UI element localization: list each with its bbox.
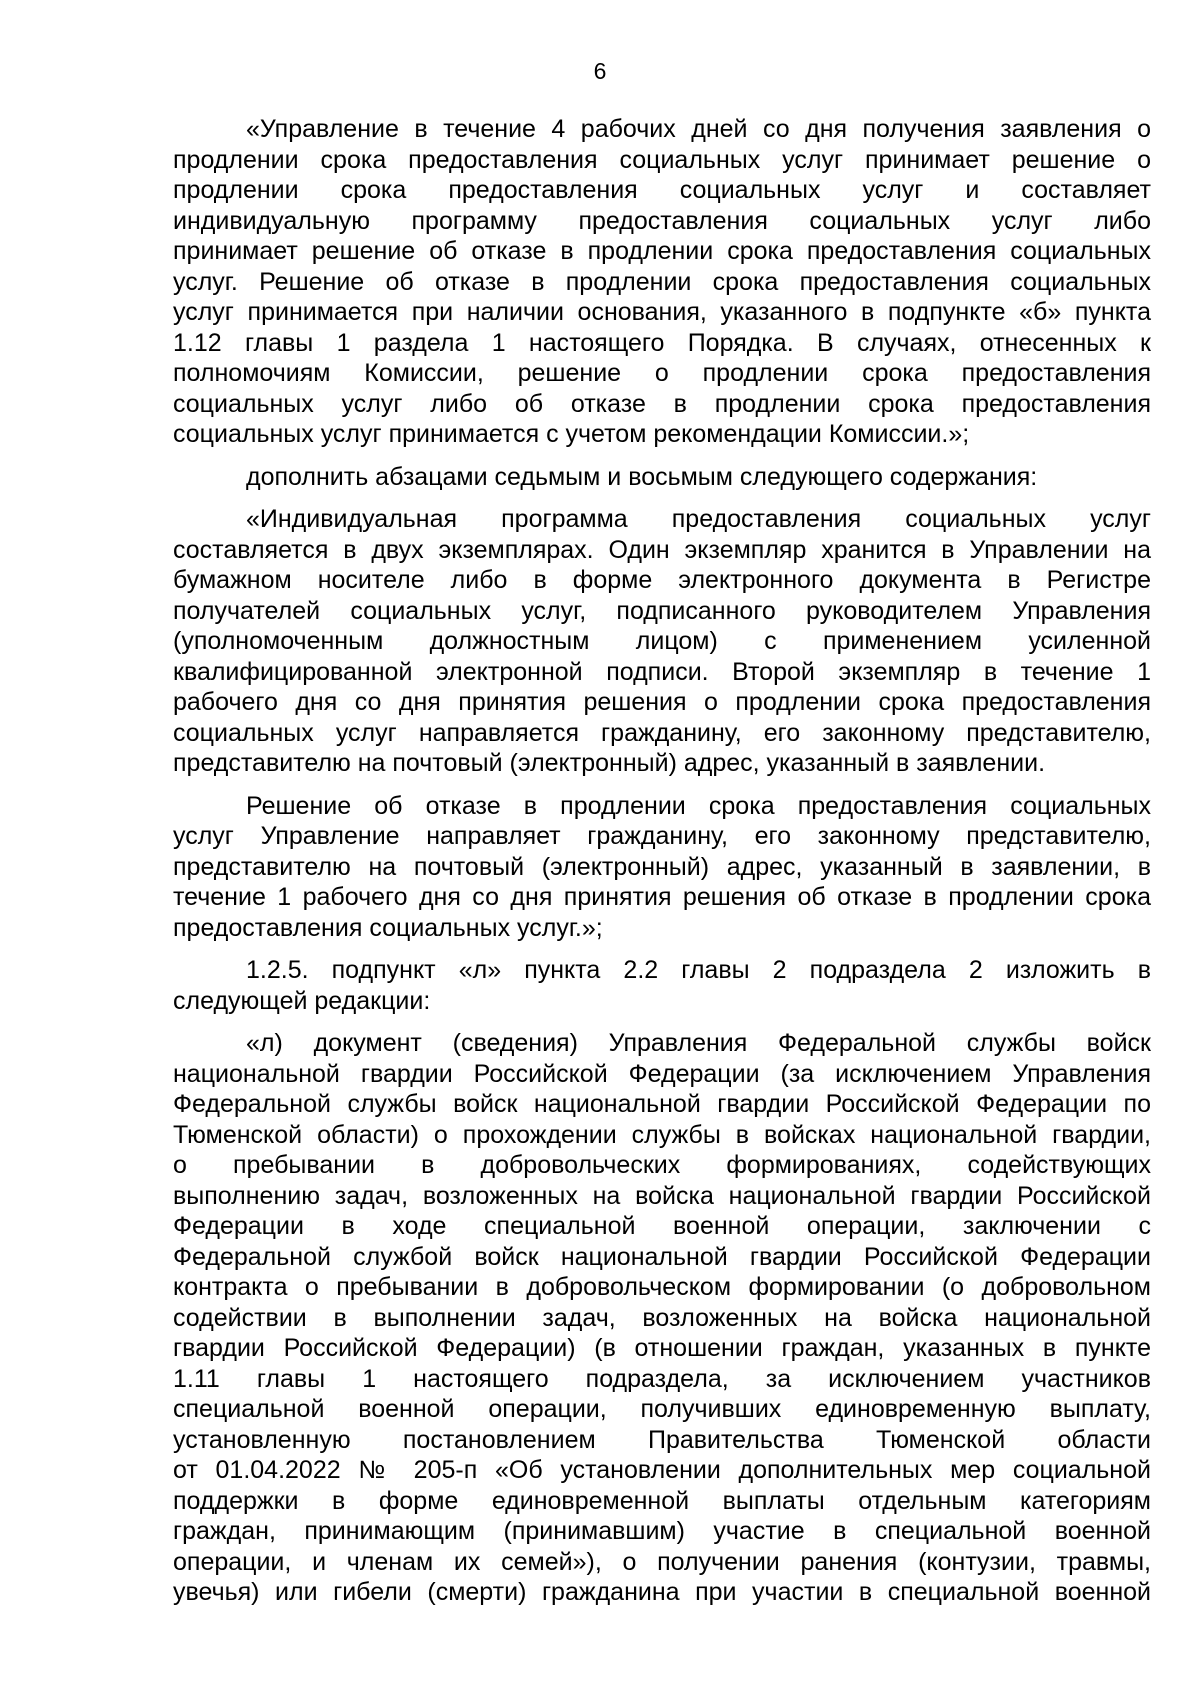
paragraph-line: установленную постановлением Правительства Тюменской области	[173, 1425, 1151, 1454]
document-body	[173, 114, 1151, 1620]
paragraph-line: Решение об отказе в продлении срока предоставления социальных	[246, 791, 1151, 820]
paragraph	[173, 462, 1151, 493]
paragraph-line: специальной военной операции, получивших единовременную выплату,	[173, 1395, 1151, 1423]
paragraph-line: гвардии Российской Федерации) (в отношении граждан, указанных в пункте	[173, 1334, 1151, 1362]
paragraph-line: национальной гвардии Российской Федерации (за исключением Управления	[173, 1059, 1151, 1088]
paragraph-line: выполнению задач, возложенных на войска национальной гвардии Российской	[173, 1181, 1151, 1210]
paragraph-line: Федерации в ходе специальной военной операции, заключении с	[173, 1212, 1151, 1240]
paragraph-line: контракта о пребывании в добровольческом формировании (о добровольном	[173, 1273, 1151, 1301]
paragraph	[173, 791, 1151, 944]
paragraph-line: 1.2.5. подпункт «л» пункта 2.2 главы 2 подраздела 2 изложить в	[246, 956, 1151, 984]
paragraph-line: операции, и членам их семей»), о получении ранения (контузии, травмы,	[173, 1547, 1151, 1576]
paragraph-line: принимает решение об отказе в продлении срока предоставления социальных	[173, 237, 1151, 265]
paragraph-line: «л) документ (сведения) Управления Федеральной службы войск	[246, 1029, 1151, 1057]
paragraph-line: продлении срока предоставления социальных услуг и составляет	[173, 176, 1151, 204]
paragraph-line: течение 1 рабочего дня со дня принятия решения об отказе в продлении срока	[173, 883, 1151, 911]
paragraph-line: 1.12 главы 1 раздела 1 настоящего Порядка. В случаях, отнесенных к	[173, 328, 1151, 357]
paragraph-line: услуг принимается при наличии основания, указанного в подпункте «б» пункта	[173, 298, 1151, 326]
paragraph-line: социальных услуг направляется гражданину, его законному представителю,	[173, 718, 1151, 747]
paragraph-line: услуг. Решение об отказе в продлении срока предоставления социальных	[173, 267, 1151, 296]
paragraph-line: увечья) или гибели (смерти) гражданина при участии в специальной военной	[173, 1578, 1151, 1606]
paragraph-line: социальных услуг либо об отказе в продлении срока предоставления	[173, 389, 1151, 418]
paragraph-line: Тюменской области) о прохождении службы в войсках национальной гвардии,	[173, 1120, 1151, 1149]
paragraph-line: Федеральной службой войск национальной гвардии Российской Федерации	[173, 1242, 1151, 1271]
paragraph-line: продлении срока предоставления социальных услуг принимает решение о	[173, 145, 1151, 174]
paragraph-line: 1.11 главы 1 настоящего подраздела, за исключением участников	[173, 1364, 1151, 1393]
paragraph-line: содействии в выполнении задач, возложенных на войска национальной	[173, 1303, 1151, 1332]
paragraph-line: представителю на почтовый (электронный) адрес, указанный в заявлении.	[173, 749, 1046, 777]
paragraph-line: от 01.04.2022 № 205-п «Об установлении дополнительных мер социальной	[173, 1456, 1151, 1484]
paragraph-line: получателей социальных услуг, подписанного руководителем Управления	[173, 596, 1151, 625]
paragraph-line: представителю на почтовый (электронный) адрес, указанный в заявлении, в	[173, 852, 1151, 881]
paragraph-line: составляется в двух экземплярах. Один экземпляр хранится в Управлении на	[173, 535, 1151, 564]
paragraph-line: граждан, принимающим (принимавшим) участие в специальной военной	[173, 1517, 1151, 1545]
paragraph	[173, 955, 1151, 1016]
paragraph-line: квалифицированной электронной подписи. Второй экземпляр в течение 1	[173, 657, 1151, 686]
paragraph-line: рабочего дня со дня принятия решения о продлении срока предоставления	[173, 688, 1151, 716]
paragraph-line: «Индивидуальная программа предоставления социальных услуг	[246, 505, 1151, 533]
paragraph-line: Федеральной службы войск национальной гвардии Российской Федерации по	[173, 1090, 1151, 1118]
paragraph-line: социальных услуг принимается с учетом рекомендации Комиссии.»;	[173, 420, 970, 448]
page-number: 6	[593, 58, 607, 84]
paragraph-line: дополнить абзацами седьмым и восьмым следующего содержания:	[246, 462, 1038, 491]
paragraph-line: предоставления социальных услуг.»;	[173, 913, 603, 942]
paragraph-line: индивидуальную программу предоставления социальных услуг либо	[173, 206, 1151, 235]
paragraph-line: бумажном носителе либо в форме электронного документа в Регистре	[173, 566, 1151, 594]
paragraph-line: полномочиям Комиссии, решение о продлении срока предоставления	[173, 359, 1151, 387]
paragraph-line: о пребывании в добровольческих формированиях, содействующих	[173, 1151, 1151, 1179]
paragraph-line: поддержки в форме единовременной выплаты отдельным категориям	[173, 1486, 1151, 1515]
paragraph-line: (уполномоченным должностным лицом) с применением усиленной	[173, 627, 1151, 655]
paragraph-line: «Управление в течение 4 рабочих дней со дня получения заявления о	[246, 115, 1151, 143]
paragraph	[173, 504, 1151, 779]
paragraph-line: услуг Управление направляет гражданину, его законному представителю,	[173, 822, 1151, 850]
paragraph	[173, 1028, 1151, 1608]
paragraph-line: следующей редакции:	[173, 986, 431, 1015]
paragraph	[173, 114, 1151, 450]
